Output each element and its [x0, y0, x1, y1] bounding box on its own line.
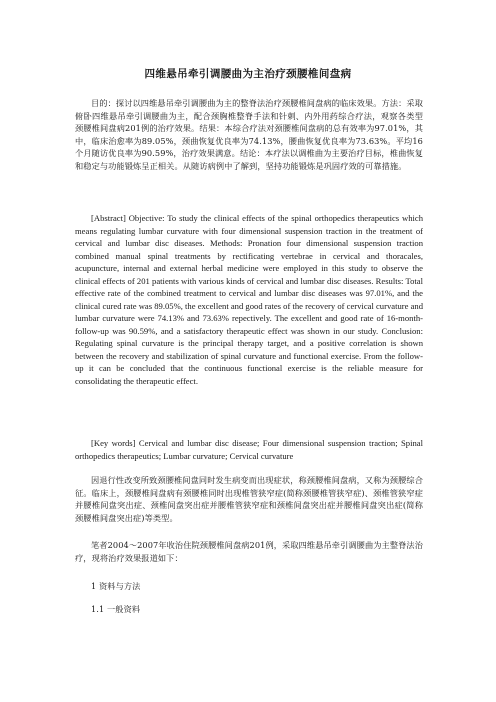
- intro-paragraph-2: 笔者2004～2007年收治住院颈腰椎间盘病201例，采取四维悬吊牵引调腰曲为主整脊法治疗，现将治疗效果报道如下：: [75, 540, 423, 563]
- intro-paragraph-1: 因退行性改变所致颈腰椎间盘同时发生病变而出现症状，称颈腰椎间盘病，又称为颈腰综合征。临床上，颈腰椎间盘病有颈腰椎同时出现椎管狭窄症(简称颈腰椎管狭窄症)、颈椎管狭窄症并腰椎间盘突出症、颈椎间盘突出症并腰椎管狭窄症和颈椎间盘突出症并腰椎间盘突出症(简称颈腰椎间盘突出症)等类型。: [75, 475, 423, 523]
- abstract-chinese: 目的：探讨以四维悬吊牵引调腰曲为主的整脊法治疗颈腰椎间盘病的临床效果。方法：采取俯卧四维悬吊牵引调腰曲为主，配合颈胸椎整脊手法和针刺、内外用药综合疗法，观察各类型颈腰椎间盘病201例的治疗效果。结果：本综合疗法对颈腰椎间盘病的总有效率为97.01%，其中，临床治愈率为89.05%，颈曲恢复优良率为74.13%，腰曲恢复优良率为73.63%。平均16个月随访优良率为90.59%，治疗效果满意。结论：本疗法以调椎曲为主要治疗目标，椎曲恢复和稳定与功能锻炼呈正相关。从随访病例中了解到，坚持功能锻炼是巩固疗效的可靠措施。: [75, 98, 423, 171]
- abstract-english: [Abstract] Objective: To study the clinical effects of the spinal orthopedics therapeutics which means regulating lumbar curvature with four dimensional suspension traction in the treatment of cervical and lumbar disc diseases. Methods: Pronation four dimensional suspension traction combined manual spinal treatments by rectificating vertebrae in cervical and thoracales, acupuncture, internal and external herbal medicine were employed in this study to observe the clinical effects of 201 patients with various kinds of cervical and lumbar disc diseases. Results: Total effective rate of the combined treatment to cervical and lumbar disc diseases was 97.01%, and the clinical cured rate was 89.05%, the excellent and good rates of the recovery of cervical curvature and lumbar curvature were 74.13% and 73.63% repectively. The excellent and good rate of 16-month-follow-up was 90.59%, and a satisfactory therapeutic effect was shown in our study. Conclusion: Regulating spinal curvature is the principal therapy target, and a positive correlation is shown between the recovery and stabilization of spinal curvature and functional exercise. From the follow-up it can be concluded that the continuous functional exercise is the reliable measure for consolidating the therapeutic effect.: [75, 213, 423, 386]
- section-heading-1: 1 资料与方法: [91, 581, 141, 591]
- keywords: [Key words] Cervical and lumbar disc disease; Four dimensional suspension traction; Spinal orthopedics therapeutics; Lumbar curvature; Cervical curvature: [75, 438, 423, 461]
- section-heading-1-1: 1.1 一般资料: [91, 604, 141, 614]
- paper-title: 四维悬吊牵引调腰曲为主治疗颈腰椎间盘病: [144, 68, 352, 80]
